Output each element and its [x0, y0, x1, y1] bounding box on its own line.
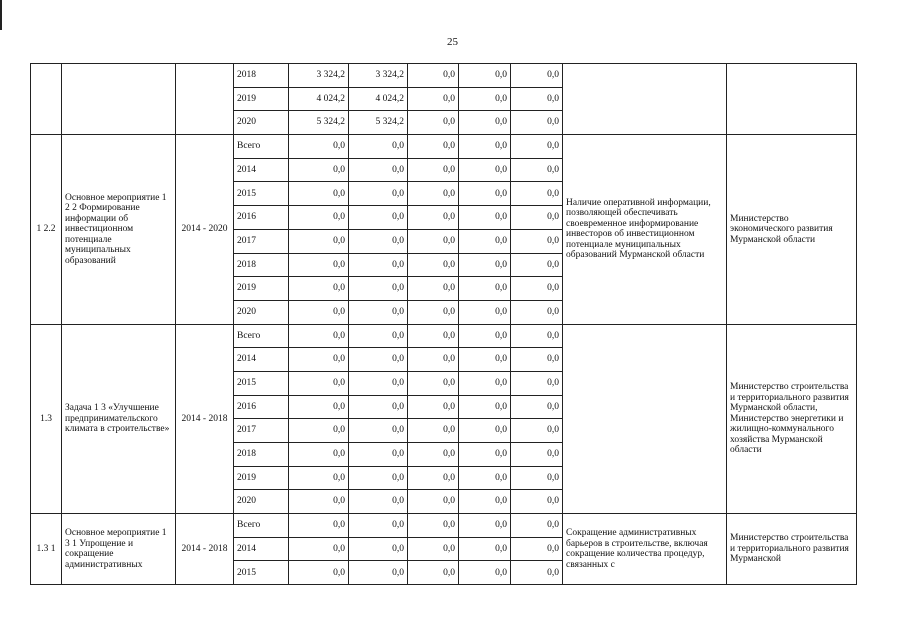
federal-budget-cell: 0,0: [408, 348, 459, 372]
activity-name-cell: Основное мероприятие 1 2 2 Формирование информации об инвестиционном потенциале муниципальных образований: [62, 135, 176, 325]
total-cell: 0,0: [289, 300, 349, 324]
year-cell: Всего: [234, 514, 289, 538]
other-sources-cell: 0,0: [511, 158, 563, 182]
executor-cell: Министерство экономического развития Мурманской области: [727, 135, 857, 325]
local-budget-cell: 0,0: [459, 300, 511, 324]
federal-budget-cell: 0,0: [408, 182, 459, 206]
table-row: [31, 64, 857, 88]
local-budget-cell: 0,0: [459, 537, 511, 561]
total-cell: 0,0: [289, 561, 349, 585]
year-cell: 2014: [234, 348, 289, 372]
federal-budget-cell: 0,0: [408, 466, 459, 490]
other-sources-cell: 0,0: [511, 277, 563, 301]
other-sources-cell: 0,0: [511, 111, 563, 135]
total-cell: 0,0: [289, 324, 349, 348]
year-cell: 2017: [234, 229, 289, 253]
total-cell: 0,0: [289, 395, 349, 419]
other-sources-cell: 0,0: [511, 371, 563, 395]
federal-budget-cell: 0,0: [408, 64, 459, 88]
year-cell: 2015: [234, 561, 289, 585]
activity-number-cell: [31, 64, 62, 135]
other-sources-cell: 0,0: [511, 253, 563, 277]
other-sources-cell: 0,0: [511, 206, 563, 230]
table-row: [31, 514, 857, 538]
regional-budget-cell: 3 324,2: [349, 64, 408, 88]
year-cell: 2016: [234, 395, 289, 419]
federal-budget-cell: 0,0: [408, 561, 459, 585]
other-sources-cell: 0,0: [511, 182, 563, 206]
result-cell: [563, 64, 727, 135]
regional-budget-cell: 0,0: [349, 514, 408, 538]
other-sources-cell: 0,0: [511, 87, 563, 111]
local-budget-cell: 0,0: [459, 182, 511, 206]
table-row: [31, 135, 857, 159]
total-cell: 0,0: [289, 135, 349, 159]
local-budget-cell: 0,0: [459, 348, 511, 372]
total-cell: 0,0: [289, 229, 349, 253]
regional-budget-cell: 0,0: [349, 253, 408, 277]
local-budget-cell: 0,0: [459, 371, 511, 395]
regional-budget-cell: 0,0: [349, 490, 408, 514]
year-cell: 2019: [234, 87, 289, 111]
other-sources-cell: 0,0: [511, 466, 563, 490]
activity-number-cell: 1 2.2: [31, 135, 62, 325]
total-cell: 0,0: [289, 490, 349, 514]
federal-budget-cell: 0,0: [408, 395, 459, 419]
regional-budget-cell: 0,0: [349, 395, 408, 419]
regional-budget-cell: 0,0: [349, 419, 408, 443]
regional-budget-cell: 0,0: [349, 443, 408, 467]
regional-budget-cell: 4 024,2: [349, 87, 408, 111]
federal-budget-cell: 0,0: [408, 229, 459, 253]
period-cell: 2014 - 2018: [176, 514, 234, 585]
other-sources-cell: 0,0: [511, 395, 563, 419]
local-budget-cell: 0,0: [459, 466, 511, 490]
executor-cell: Министерство строительства и территориального развития Мурманской области, Министерство энергетики и жилищно-коммунального хозяйства Мурманской области: [727, 324, 857, 514]
regional-budget-cell: 0,0: [349, 561, 408, 585]
year-cell: Всего: [234, 324, 289, 348]
regional-budget-cell: 0,0: [349, 324, 408, 348]
local-budget-cell: 0,0: [459, 158, 511, 182]
other-sources-cell: 0,0: [511, 348, 563, 372]
total-cell: 0,0: [289, 537, 349, 561]
executor-cell: [727, 64, 857, 135]
regional-budget-cell: 0,0: [349, 206, 408, 230]
other-sources-cell: 0,0: [511, 561, 563, 585]
federal-budget-cell: 0,0: [408, 371, 459, 395]
federal-budget-cell: 0,0: [408, 158, 459, 182]
table-row: [31, 324, 857, 348]
local-budget-cell: 0,0: [459, 419, 511, 443]
local-budget-cell: 0,0: [459, 490, 511, 514]
total-cell: 0,0: [289, 443, 349, 467]
other-sources-cell: 0,0: [511, 135, 563, 159]
federal-budget-cell: 0,0: [408, 514, 459, 538]
local-budget-cell: 0,0: [459, 111, 511, 135]
local-budget-cell: 0,0: [459, 277, 511, 301]
federal-budget-cell: 0,0: [408, 206, 459, 230]
regional-budget-cell: 0,0: [349, 182, 408, 206]
total-cell: 0,0: [289, 253, 349, 277]
period-cell: [176, 64, 234, 135]
activity-number-cell: 1.3 1: [31, 514, 62, 585]
period-cell: 2014 - 2020: [176, 135, 234, 325]
local-budget-cell: 0,0: [459, 395, 511, 419]
regional-budget-cell: 0,0: [349, 229, 408, 253]
year-cell: 2014: [234, 537, 289, 561]
year-cell: 2016: [234, 206, 289, 230]
period-cell: 2014 - 2018: [176, 324, 234, 514]
local-budget-cell: 0,0: [459, 206, 511, 230]
local-budget-cell: 0,0: [459, 514, 511, 538]
local-budget-cell: 0,0: [459, 87, 511, 111]
federal-budget-cell: 0,0: [408, 324, 459, 348]
year-cell: 2018: [234, 64, 289, 88]
total-cell: 0,0: [289, 277, 349, 301]
local-budget-cell: 0,0: [459, 253, 511, 277]
federal-budget-cell: 0,0: [408, 419, 459, 443]
year-cell: 2015: [234, 371, 289, 395]
regional-budget-cell: 0,0: [349, 277, 408, 301]
year-cell: 2020: [234, 490, 289, 514]
year-cell: Всего: [234, 135, 289, 159]
federal-budget-cell: 0,0: [408, 277, 459, 301]
local-budget-cell: 0,0: [459, 135, 511, 159]
activity-name-cell: [62, 64, 176, 135]
year-cell: 2017: [234, 419, 289, 443]
other-sources-cell: 0,0: [511, 443, 563, 467]
year-cell: 2020: [234, 111, 289, 135]
year-cell: 2014: [234, 158, 289, 182]
page-number: 25: [447, 36, 458, 48]
result-cell: Сокращение административных барьеров в строительстве, включая сокращение количества процедур, связанных с: [563, 514, 727, 585]
total-cell: 3 324,2: [289, 64, 349, 88]
total-cell: 0,0: [289, 182, 349, 206]
year-cell: 2018: [234, 443, 289, 467]
year-cell: 2019: [234, 466, 289, 490]
other-sources-cell: 0,0: [511, 419, 563, 443]
local-budget-cell: 0,0: [459, 561, 511, 585]
year-cell: 2015: [234, 182, 289, 206]
federal-budget-cell: 0,0: [408, 490, 459, 514]
activity-name-cell: Задача 1 3 «Улучшение предпринимательского климата в строительстве»: [62, 324, 176, 514]
regional-budget-cell: 0,0: [349, 537, 408, 561]
total-cell: 0,0: [289, 466, 349, 490]
result-cell: Наличие оперативной информации, позволяющей обеспечивать своевременное информирование инвесторов об инвестиционном потенциале муниципальных образований Мурманской области: [563, 135, 727, 325]
other-sources-cell: 0,0: [511, 490, 563, 514]
other-sources-cell: 0,0: [511, 229, 563, 253]
activity-name-cell: Основное мероприятие 1 3 1 Упрощение и сокращение административных: [62, 514, 176, 585]
federal-budget-cell: 0,0: [408, 537, 459, 561]
total-cell: 5 324,2: [289, 111, 349, 135]
result-cell: [563, 324, 727, 514]
year-cell: 2018: [234, 253, 289, 277]
local-budget-cell: 0,0: [459, 229, 511, 253]
federal-budget-cell: 0,0: [408, 87, 459, 111]
local-budget-cell: 0,0: [459, 443, 511, 467]
federal-budget-cell: 0,0: [408, 300, 459, 324]
total-cell: 0,0: [289, 348, 349, 372]
total-cell: 0,0: [289, 206, 349, 230]
regional-budget-cell: 0,0: [349, 135, 408, 159]
program-table: [30, 63, 857, 585]
local-budget-cell: 0,0: [459, 324, 511, 348]
other-sources-cell: 0,0: [511, 537, 563, 561]
total-cell: 0,0: [289, 514, 349, 538]
federal-budget-cell: 0,0: [408, 253, 459, 277]
year-cell: 2020: [234, 300, 289, 324]
regional-budget-cell: 0,0: [349, 158, 408, 182]
federal-budget-cell: 0,0: [408, 443, 459, 467]
regional-budget-cell: 5 324,2: [349, 111, 408, 135]
total-cell: 0,0: [289, 371, 349, 395]
total-cell: 0,0: [289, 158, 349, 182]
executor-cell: Министерство строительства и территориального развития Мурманской: [727, 514, 857, 585]
page-edge-line: [0, 0, 2, 30]
regional-budget-cell: 0,0: [349, 371, 408, 395]
activity-number-cell: 1.3: [31, 324, 62, 514]
federal-budget-cell: 0,0: [408, 111, 459, 135]
regional-budget-cell: 0,0: [349, 300, 408, 324]
regional-budget-cell: 0,0: [349, 466, 408, 490]
other-sources-cell: 0,0: [511, 300, 563, 324]
other-sources-cell: 0,0: [511, 324, 563, 348]
other-sources-cell: 0,0: [511, 514, 563, 538]
local-budget-cell: 0,0: [459, 64, 511, 88]
total-cell: 0,0: [289, 419, 349, 443]
other-sources-cell: 0,0: [511, 64, 563, 88]
federal-budget-cell: 0,0: [408, 135, 459, 159]
total-cell: 4 024,2: [289, 87, 349, 111]
year-cell: 2019: [234, 277, 289, 301]
regional-budget-cell: 0,0: [349, 348, 408, 372]
